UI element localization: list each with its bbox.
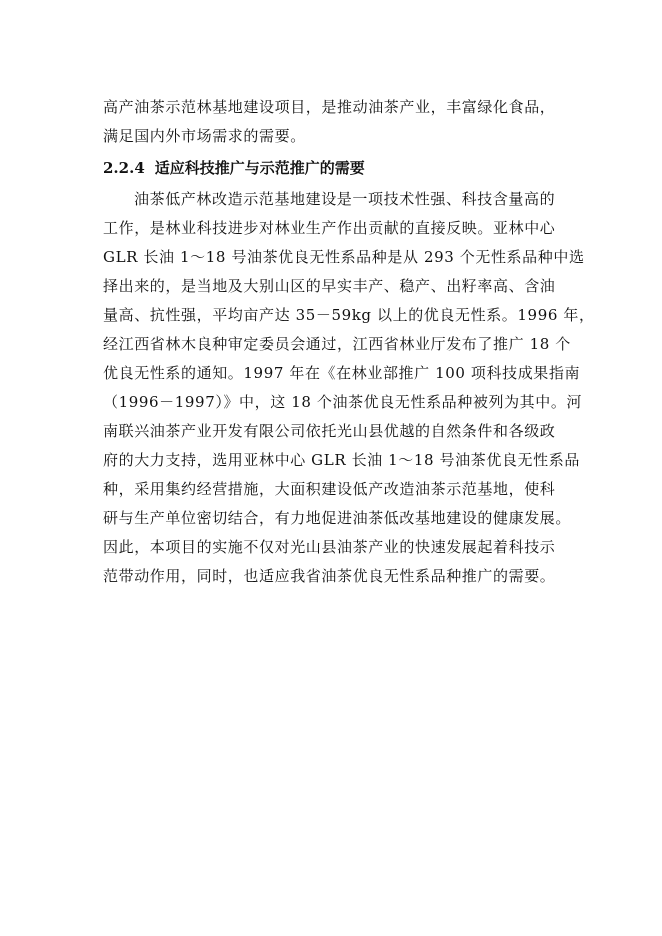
body-line-8: （1996－1997）》中，这 18 个油茶优良无性系品种被列为其中。河	[103, 393, 583, 411]
body-line-14: 范带动作用，同时，也适应我省油茶优良无性系品种推广的需要。	[103, 567, 556, 585]
body-line-2: 工作，是林业科技进步对林业生产作出贡献的直接反映。亚林中心	[103, 219, 556, 237]
body-line-12: 研与生产单位密切结合，有力地促进油茶低改基地建设的健康发展。	[103, 509, 572, 527]
body-line-3: GLR 长油 1～18 号油茶优良无性系品种是从 293 个无性系品种中选	[103, 248, 585, 266]
section-heading	[103, 153, 558, 183]
body-line-7: 优良无性系的通知。1997 年在《在林业部推广 100 项科技成果指南	[103, 364, 581, 382]
body-line-13: 因此，本项目的实施不仅对光山县油茶产业的快速发展起着科技示	[103, 538, 556, 556]
body-line-1: 油茶低产林改造示范基地建设是一项技术性强、科技含量高的	[134, 190, 556, 208]
intro-line-1: 高产油茶示范林基地建设项目，是推动油茶产业，丰富绿化食品，	[103, 98, 556, 116]
body-line-5: 量高、抗性强，平均亩产达 35－59kg 以上的优良无性系。1996 年，	[103, 306, 595, 324]
body-line-4: 择出来的，是当地及大别山区的早实丰产、稳产、出籽率高、含油	[103, 277, 556, 295]
document-content	[103, 93, 595, 591]
section-title: 适应科技推广与示范推广的需要	[154, 159, 365, 177]
intro-line-2: 满足国内外市场需求的需要。	[103, 127, 306, 145]
body-line-11: 种，采用集约经营措施，大面积建设低产改造油茶示范基地，使科	[103, 480, 556, 498]
body-line-10: 府的大力支持，选用亚林中心 GLR 长油 1～18 号油茶优良无性系品	[103, 451, 580, 469]
body-line-9: 南联兴油茶产业开发有限公司依托光山县优越的自然条件和各级政	[103, 422, 556, 440]
body-line-6: 经江西省林木良种审定委员会通过，江西省林业厅发布了推广 18 个	[103, 335, 571, 353]
section-number: 2.2.4	[103, 159, 145, 177]
